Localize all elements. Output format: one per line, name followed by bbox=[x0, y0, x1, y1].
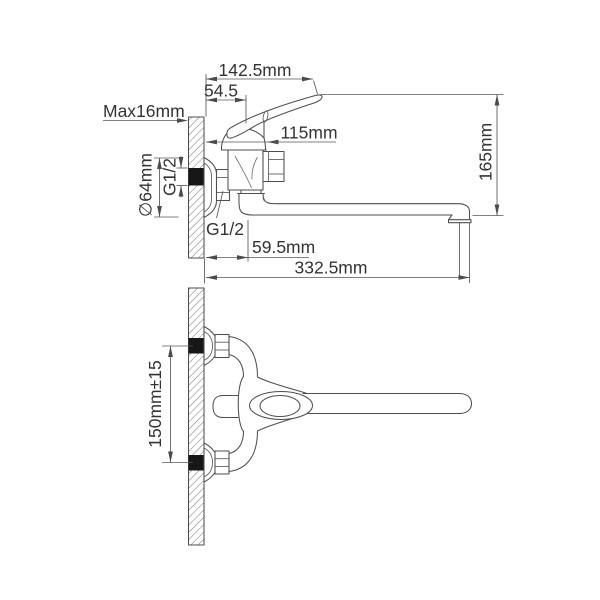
mixer-body bbox=[228, 150, 263, 190]
dim-inlet-thread-label: G1/2 bbox=[159, 158, 180, 196]
connection-nut-upper bbox=[215, 335, 229, 358]
plan-view bbox=[145, 288, 472, 545]
wall-section-hatch bbox=[189, 117, 205, 258]
dim-outlet-thread-label: G1/2 bbox=[206, 219, 244, 239]
spout-tube-plan bbox=[303, 394, 472, 414]
dim-reach-label: 142.5mm bbox=[218, 60, 292, 80]
dim-handle-offset bbox=[204, 81, 246, 124]
shower-outlet-nut bbox=[263, 152, 284, 182]
dim-flange-diameter-label: ∅64mm bbox=[135, 153, 156, 217]
dim-max-wall-label: Max16mm bbox=[103, 101, 185, 121]
dim-shower-outlet bbox=[206, 123, 338, 145]
side-view bbox=[103, 60, 504, 284]
dim-height-label: 165mm bbox=[475, 122, 496, 182]
dim-spout-offset-label: 59.5mm bbox=[252, 237, 316, 257]
spout bbox=[238, 190, 472, 223]
inlet-pipe bbox=[189, 168, 204, 186]
dim-shower-outlet-label: 115mm bbox=[280, 122, 338, 143]
escutcheon bbox=[204, 158, 217, 218]
dim-max-wall bbox=[103, 101, 188, 123]
wall-section-hatch-plan bbox=[189, 288, 205, 545]
dim-inlet-thread bbox=[160, 156, 188, 198]
connection-nut-lower bbox=[215, 451, 229, 474]
dimension-annotations-side bbox=[103, 60, 504, 284]
dim-total-length bbox=[205, 223, 470, 284]
dim-inlet-centers bbox=[145, 346, 193, 463]
dim-total-length-label: 332.5mm bbox=[294, 257, 368, 278]
aerator-knob bbox=[213, 396, 238, 418]
dim-inlet-centers-label: 150mm±15 bbox=[145, 360, 165, 448]
dim-handle-offset-label: 54.5 bbox=[203, 80, 239, 101]
spout-outlet-tip bbox=[449, 220, 472, 223]
dim-height bbox=[321, 95, 504, 216]
